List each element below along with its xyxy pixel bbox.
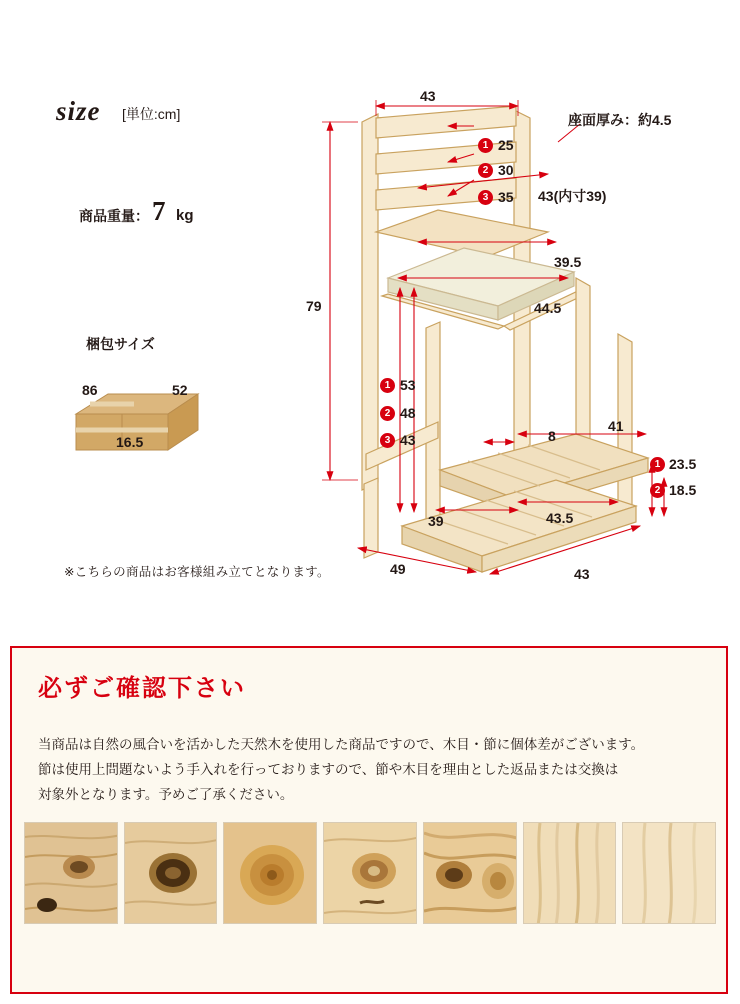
dim-base-width-inner: 43.5 bbox=[546, 510, 574, 526]
badge-seat-height-3: 3 bbox=[380, 433, 395, 448]
confirmation-line-1: 当商品は自然の風合いを活かした天然木を使用した商品ですので、木目・節に個体差がございます。 bbox=[38, 737, 645, 752]
badge-backrest-3: 3 bbox=[478, 190, 493, 205]
dim-base-depth-inner: 39 bbox=[428, 513, 444, 529]
wood-photo-4 bbox=[323, 822, 417, 924]
confirmation-body bbox=[38, 732, 698, 807]
dim-footrest-offset: 8 bbox=[548, 428, 556, 444]
wood-photo-3 bbox=[223, 822, 317, 924]
wood-photo-2 bbox=[124, 822, 218, 924]
badge-seat-height-1: 1 bbox=[380, 378, 395, 393]
dim-base-depth: 49 bbox=[390, 561, 406, 577]
badge-backrest-1: 1 bbox=[478, 138, 493, 153]
confirmation-title: 必ずご確認下さい bbox=[38, 676, 246, 702]
wood-photo-5 bbox=[423, 822, 517, 924]
product-weight-label: 商品重量： bbox=[79, 208, 149, 224]
badge-seat-height-2: 2 bbox=[380, 406, 395, 421]
wood-photo-7 bbox=[622, 822, 716, 924]
wood-photo-6 bbox=[523, 822, 617, 924]
dim-seat-thickness: 座面厚み：約4.5 bbox=[568, 112, 672, 128]
package-size-label: 梱包サイズ bbox=[86, 336, 155, 352]
package-width-value: 86 bbox=[82, 382, 98, 398]
dim-seat-height-2: 48 bbox=[400, 405, 416, 421]
wood-photo-strip bbox=[24, 822, 716, 924]
badge-footrest-2: 2 bbox=[650, 483, 665, 498]
dim-total-height: 79 bbox=[306, 298, 322, 314]
chair-dimension-drawing bbox=[318, 82, 718, 582]
badge-footrest-1: 1 bbox=[650, 457, 665, 472]
dim-back-width: 43(内寸39) bbox=[538, 188, 607, 204]
confirmation-line-3: 対象外となります。予めご了承ください。 bbox=[38, 787, 294, 802]
badge-backrest-2: 2 bbox=[478, 163, 493, 178]
dim-backrest-3: 35 bbox=[498, 189, 514, 205]
product-weight-value: 7 bbox=[152, 196, 166, 226]
package-depth-value: 52 bbox=[172, 382, 188, 398]
dim-seat-depth: 39.5 bbox=[554, 254, 582, 270]
size-heading: size bbox=[56, 96, 101, 126]
package-height-value: 16.5 bbox=[116, 434, 144, 450]
wood-photo-1 bbox=[24, 822, 118, 924]
confirmation-line-2: 節は使用上問題ないよう手入れを行っておりますので、節や木目を理由とした返品または交換は bbox=[38, 762, 619, 777]
assembly-note: ※こちらの商品はお客様組み立てとなります。 bbox=[64, 565, 330, 579]
dim-footrest-width: 41 bbox=[608, 418, 624, 434]
dim-backrest-1: 25 bbox=[498, 137, 514, 153]
dim-seat-height-1: 53 bbox=[400, 377, 416, 393]
dim-top-width: 43 bbox=[420, 88, 436, 104]
product-weight-unit: kg bbox=[176, 207, 194, 224]
dim-base-width: 43 bbox=[574, 566, 590, 582]
dim-seat-width: 44.5 bbox=[534, 300, 562, 316]
dim-backrest-2: 30 bbox=[498, 162, 514, 178]
dim-footrest-height-2: 18.5 bbox=[669, 482, 697, 498]
dim-seat-height-3: 43 bbox=[400, 432, 416, 448]
size-unit-label: [単位:cm] bbox=[122, 106, 181, 122]
dim-footrest-height-1: 23.5 bbox=[669, 456, 697, 472]
